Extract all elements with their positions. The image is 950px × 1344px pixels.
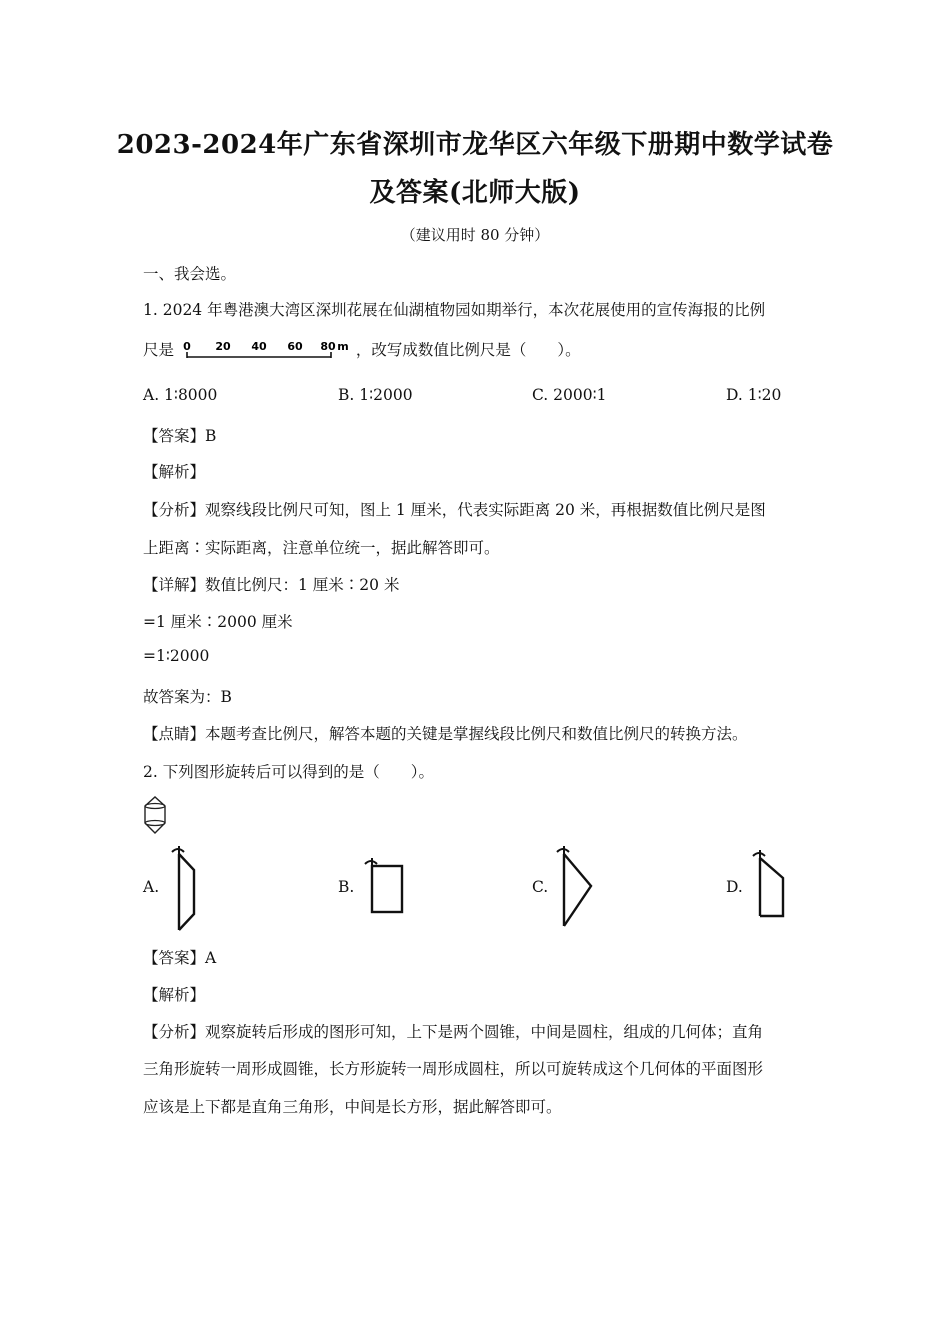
q1-analysis-heading: 【解析】 bbox=[143, 463, 206, 481]
q1-stem-suffix: ，改写成数值比例尺是（ ）。 bbox=[355, 341, 581, 359]
q2-option-d-figure[interactable] bbox=[743, 842, 803, 937]
scale-unit: m bbox=[337, 340, 349, 353]
q2-option-d-label[interactable]: D. bbox=[726, 878, 743, 896]
section-heading: 一、我会选。 bbox=[143, 265, 237, 283]
q1-option-c[interactable]: C. 2000∶1 bbox=[532, 386, 607, 404]
q2-option-b-label[interactable]: B. bbox=[338, 878, 355, 896]
q2-stem: 2. 下列图形旋转后可以得到的是（ ）。 bbox=[143, 763, 434, 781]
q2-option-a-label[interactable]: A. bbox=[143, 878, 160, 896]
scale-label-20: 20 bbox=[215, 340, 231, 353]
q2-analysis-line-1: 【分析】观察旋转后形成的图形可知，上下是两个圆锥，中间是圆柱，组成的几何体；直角 bbox=[143, 1023, 764, 1041]
q1-option-d[interactable]: D. 1∶20 bbox=[726, 386, 782, 404]
q1-analysis-line-2: 上距离∶实际距离，注意单位统一，据此解答即可。 bbox=[143, 539, 500, 557]
document-title-line-1: 2023-2024年广东省深圳市龙华区六年级下册期中数学试卷 bbox=[116, 130, 834, 160]
scale-label-80: 80 bbox=[320, 340, 336, 353]
q1-detail-line-2: =1 厘米∶2000 厘米 bbox=[143, 613, 293, 631]
line-scale-bar bbox=[181, 339, 349, 363]
q1-comment: 【点睛】本题考查比例尺，解答本题的关键是掌握线段比例尺和数值比例尺的转换方法。 bbox=[143, 725, 748, 743]
q2-analysis-line-2: 三角形旋转一周形成圆锥，长方形旋转一周形成圆柱，所以可旋转成这个几何体的平面图形 bbox=[143, 1060, 764, 1078]
q1-stem-line-2 bbox=[143, 338, 581, 363]
document-title-line-2: 及答案(北师大版) bbox=[369, 178, 581, 208]
q2-option-b-figure[interactable] bbox=[355, 842, 415, 937]
q2-analysis-heading: 【解析】 bbox=[143, 986, 206, 1004]
scale-label-60: 60 bbox=[287, 340, 303, 353]
time-suggestion: （建议用时 80 分钟） bbox=[400, 226, 550, 244]
q1-answer: 【答案】B bbox=[143, 427, 217, 445]
rotation-solid-icon bbox=[143, 795, 167, 835]
q1-stem-prefix: 尺是 bbox=[143, 341, 175, 359]
q1-detail-line-4: 故答案为：B bbox=[143, 688, 232, 706]
q2-answer: 【答案】A bbox=[143, 949, 217, 967]
q1-detail-line-1: 【详解】数值比例尺：1 厘米∶20 米 bbox=[143, 576, 400, 594]
q1-stem-line-1: 1. 2024 年粤港澳大湾区深圳花展在仙湖植物园如期举行，本次花展使用的宣传海报的比例 bbox=[143, 301, 766, 319]
q1-option-a[interactable]: A. 1∶8000 bbox=[143, 386, 218, 404]
q2-analysis-line-3: 应该是上下都是直角三角形，中间是长方形，据此解答即可。 bbox=[143, 1098, 562, 1116]
q2-option-c-label[interactable]: C. bbox=[532, 878, 549, 896]
scale-label-40: 40 bbox=[251, 340, 267, 353]
scale-label-0: 0 bbox=[183, 340, 191, 353]
q1-option-b[interactable]: B. 1∶2000 bbox=[338, 386, 413, 404]
q2-option-a-figure[interactable] bbox=[160, 842, 220, 937]
q2-option-c-figure[interactable] bbox=[549, 842, 609, 937]
q1-analysis-line-1: 【分析】观察线段比例尺可知，图上 1 厘米，代表实际距离 20 米，再根据数值比例尺是图 bbox=[143, 501, 766, 519]
q1-detail-line-3: =1∶2000 bbox=[143, 647, 210, 665]
